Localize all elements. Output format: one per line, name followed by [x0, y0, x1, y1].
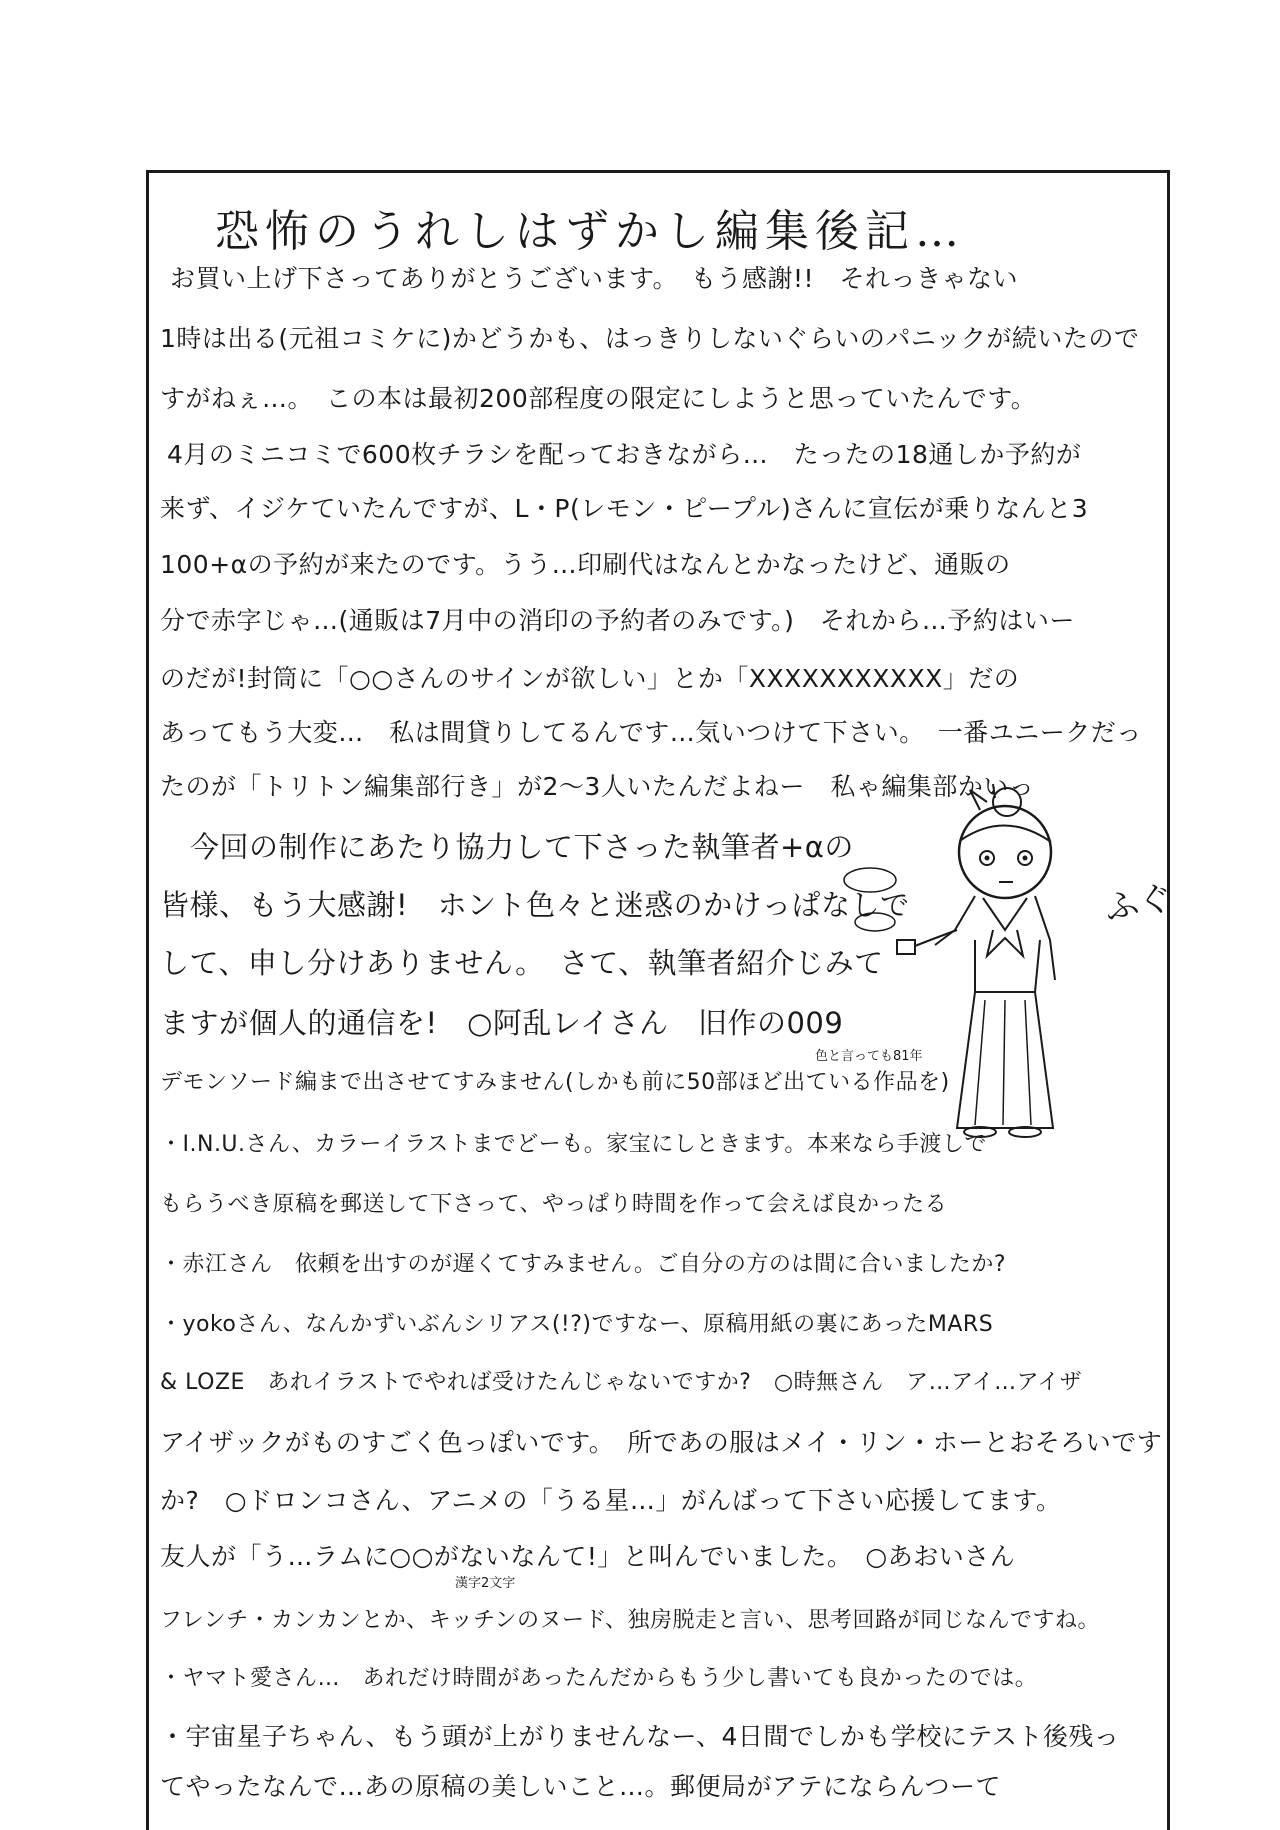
text-line: フレンチ・カンカンとか、キッチンのヌード、独房脱走と言い、思考回路が同じなんですね。: [160, 1608, 1101, 1633]
text-line: お買い上げ下さってありがとうございます。 もう感謝!! それっきゃない: [170, 264, 1019, 293]
text-line: 100+αの予約が来たのです。うう…印刷代はなんとかなったけど、通販の: [160, 550, 1011, 579]
text-line: ・yokoさん、なんかずいぶんシリアス(!?)ですなー、原稿用紙の裏にあったMARS: [160, 1312, 994, 1337]
text-line: ・ヤマト愛さん… あれだけ時間があったんだからもう少し書いても良かったのでは。: [160, 1666, 1038, 1691]
text-line: 来ず、イジケていたんですが、L・P(レモン・ピープル)さんに宣伝が乗りなんと3: [160, 494, 1089, 523]
text-line: か? ○ドロンコさん、アニメの「うる星…」がんばって下さい応援してます。: [160, 1486, 1062, 1515]
text-line: ・赤江さん 依頼を出すのが遅くてすみません。ご自分の方のは間に合いましたか?: [160, 1252, 1006, 1277]
girl-illustration: [875, 780, 1176, 1140]
annotation-note: 漢字2文字: [455, 1576, 516, 1591]
text-line: たのが「トリトン編集部行き」が2～3人いたんだよねー 私ゃ編集部かいっ: [160, 772, 1035, 801]
text-line: 1時は出る(元祖コミケに)かどうかも、はっきりしないぐらいのパニックが続いたので: [160, 324, 1140, 353]
text-line: もらうべき原稿を郵送して下さって、やっぱり時間を作って会えば良かったる: [160, 1192, 948, 1217]
text-line: 友人が「う…ラムに○○がないなんて!」と叫んでいました。 ○あおいさん: [160, 1542, 1016, 1571]
sound-effect-text: ふぐ: [1101, 877, 1176, 929]
text-line: デモンソード編まで出させてすみません(しかも前に50部ほど出ている作品を): [160, 1070, 950, 1095]
text-line: して、申し分けありません。 さて、執筆者紹介じみて: [160, 946, 884, 980]
text-line: ・I.N.U.さん、カラーイラストまでどーも。家宝にしときます。本来なら手渡しで: [160, 1132, 987, 1157]
text-line: すがねぇ…。 この本は最初200部程度の限定にしようと思っていたんです。: [160, 384, 1037, 413]
text-line: ・宇宙星子ちゃん、もう頭が上がりませんなー、4日間でしかも学校にテスト後残っ: [160, 1722, 1120, 1751]
text-line: のだが!封筒に「○○さんのサインが欲しい」とか「XXXXXXXXXXX」だの: [160, 664, 1020, 693]
text-line: てやったなんで…あの原稿の美しいこと…。郵便局がアテにならんつーて: [160, 1772, 1002, 1801]
page-title: 恐怖のうれしはずかし編集後記…: [215, 206, 965, 257]
text-line: あってもう大変… 私は間貸りしてるんです…気いつけて下さい。 一番ユニークだっ: [160, 718, 1142, 747]
text-line: アイザックがものすごく色っぽいです。 所であの服はメイ・リン・ホーとおそろいです: [160, 1428, 1163, 1457]
text-line: 皆様、もう大感謝! ホント色々と迷惑のかけっぱなしで: [160, 888, 910, 922]
text-line: 4月のミニコミで600枚チラシを配っておきながら… たったの18通しか予約が: [167, 440, 1082, 469]
text-line: 今回の制作にあたり協力して下さった執筆者+αの: [190, 830, 854, 864]
text-line: 分で赤字じゃ…(通販は7月中の消印の予約者のみです。) それから…予約はいー: [160, 606, 1075, 635]
text-line: ますが個人的通信を! ○阿乱レイさん 旧作の009: [160, 1006, 844, 1040]
text-line: & LOZE あれイラストでやれば受けたんじゃないですか? ○時無さん ア…アイ…アイザ: [160, 1370, 1083, 1395]
annotation-note: 色と言っても81年: [815, 1049, 923, 1064]
